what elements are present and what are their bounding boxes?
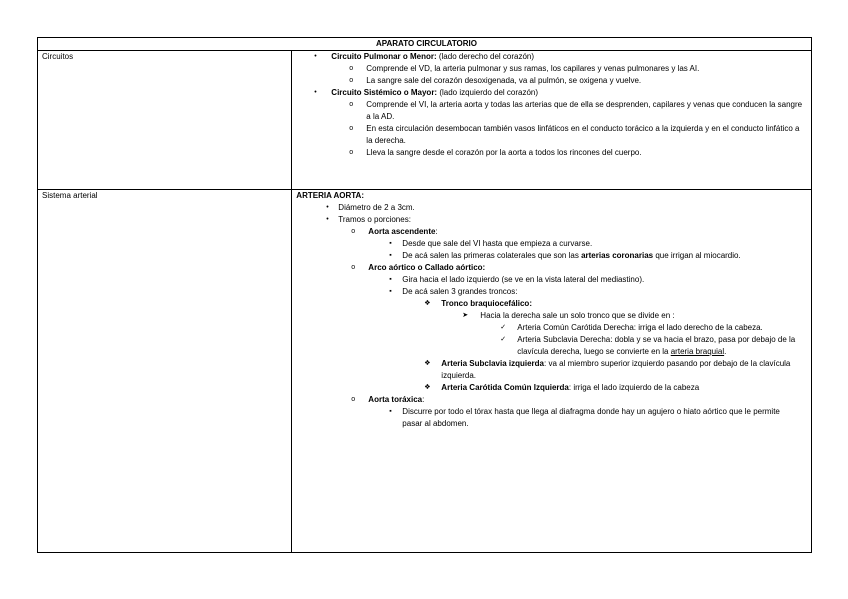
list-item-carotida-izquierda (296, 382, 805, 394)
diamond-bullet-icon: ❖ (424, 360, 431, 367)
heading-sistemico-rest: (lado izquierdo del corazón) (437, 88, 539, 97)
row-content-arterial (292, 190, 812, 553)
document-title: APARATO CIRCULATORIO (38, 38, 812, 51)
list-item-text: . (724, 347, 727, 356)
bullet-icon: • (326, 216, 329, 223)
square-bullet-icon: ▪ (389, 240, 392, 247)
list-item-sistemico (296, 87, 805, 99)
list-item-text: Comprende el VD, la arteria pulmonar y sus ramas, los capilares y venas pulmonares y las AI. (366, 64, 700, 73)
list-item-text: Arteria Subclavia Derecha: dobla y se va hacia el brazo, pasa por debajo de la clavícula derecha, luego se convierte en la (517, 335, 796, 356)
heading-rest: : (435, 227, 438, 236)
list-item (296, 310, 805, 322)
row-label-arterial: Sistema arterial (38, 190, 292, 553)
list-item-subclavia-izquierda (296, 358, 805, 382)
heading-carotida-izquierda: Arteria Carótida Común Izquierda (441, 383, 569, 392)
list-item-text: De acá salen 3 grandes troncos: (402, 287, 518, 296)
list-item (296, 75, 805, 87)
heading-aorta-ascendente: Aorta ascendente (368, 227, 436, 236)
circle-bullet-icon: o (351, 228, 356, 235)
square-bullet-icon: ▪ (389, 252, 392, 259)
circle-bullet-icon: o (351, 264, 356, 271)
circle-bullet-icon: o (349, 101, 354, 108)
square-bullet-icon: ▪ (389, 288, 392, 295)
list-item-text: Diámetro de 2 a 3cm. (338, 203, 415, 212)
list-item (296, 286, 805, 298)
list-item-text: : irriga el lado izquierdo de la cabeza (568, 383, 700, 392)
list-item-tronco-braquiocefalico (296, 298, 805, 310)
circle-bullet-icon: o (351, 396, 356, 403)
circle-bullet-icon: o (349, 65, 354, 72)
arteria-braquial-link[interactable]: arteria braquial (670, 347, 725, 356)
bullet-icon: • (326, 204, 329, 211)
title-row (38, 38, 812, 51)
heading-subclavia-izquierda: Arteria Subclavia izquierda (441, 359, 544, 368)
row-content-circuitos (292, 51, 812, 190)
list-item-text: La sangre sale del corazón desoxigenada, va al pulmón, se oxigena y vuelve. (366, 76, 642, 85)
list-item-text: Gira hacia el lado izquierdo (se ve en la vista lateral del mediastino). (402, 275, 645, 284)
list-item-text: : va al miembro superior izquierdo pasando por debajo de la clavícula izquierda. (441, 359, 791, 380)
list-item (296, 334, 805, 358)
arrow-bullet-icon: ➤ (462, 312, 469, 319)
heading-arteria-aorta: ARTERIA AORTA: (296, 191, 364, 200)
square-bullet-icon: ▪ (389, 408, 392, 415)
diamond-bullet-icon: ❖ (424, 300, 431, 307)
list-item-text: Hacia la derecha sale un solo tronco que se divide en : (480, 311, 675, 320)
bullet-icon: • (314, 53, 317, 60)
list-item-pulmonar (296, 51, 805, 63)
list-item-aorta-toraxica (296, 394, 805, 406)
list-item (296, 250, 805, 262)
list-item-aorta-ascendente (296, 226, 805, 238)
list-item (296, 238, 805, 250)
list-item-text: Lleva la sangre desde el corazón por la aorta a todos los rincones del cuerpo. (366, 148, 642, 157)
list-item-arco-aortico (296, 262, 805, 274)
circle-bullet-icon: o (349, 125, 354, 132)
heading-pulmonar-rest: (lado derecho del corazón) (436, 52, 535, 61)
circle-bullet-icon: o (349, 149, 354, 156)
list-item (296, 406, 805, 430)
heading-rest: : (422, 395, 425, 404)
list-item-text: Desde que sale del VI hasta que empieza a curvarse. (402, 239, 593, 248)
bullet-icon: • (314, 89, 317, 96)
list-item-text: De acá salen las primeras colaterales que son las (402, 251, 582, 260)
diamond-bullet-icon: ❖ (424, 384, 431, 391)
check-bullet-icon: ✓ (500, 324, 507, 331)
list-item (296, 63, 805, 75)
list-item-text: Tramos o porciones: (338, 215, 411, 224)
table-row-circuitos (38, 51, 812, 190)
document-page (37, 37, 812, 553)
list-item (296, 123, 805, 147)
list-item (296, 147, 805, 159)
list-item-text: Discurre por todo el tórax hasta que llega al diafragma donde hay un agujero o hiato aórtico que le permite pasar al abdomen. (402, 407, 780, 428)
row-label-circuitos: Circuitos (38, 51, 292, 190)
content-table (37, 37, 812, 553)
list-item-text: Comprende el VI, la arteria aorta y todas las arterias que de ella se desprenden, capilares y venas que conducen la sangre a la AD. (366, 100, 803, 121)
heading-arco-aortico: Arco aórtico o Callado aórtico: (368, 263, 486, 272)
heading-pulmonar: Circuito Pulmonar o Menor: (331, 52, 437, 61)
arterias-coronarias-text: arterias coronarias (581, 251, 654, 260)
list-item-text: En esta circulación desembocan también vasos linfáticos en el conducto torácico a la izquierda y en el conducto linfático a la derecha. (366, 124, 800, 145)
table-row-arterial (38, 190, 812, 553)
list-item-tramos (296, 214, 805, 226)
list-item-text: Arteria Común Carótida Derecha: irriga el lado derecho de la cabeza. (517, 323, 763, 332)
list-item (296, 99, 805, 123)
circle-bullet-icon: o (349, 77, 354, 84)
list-item-text: que irrigan al miocardio. (653, 251, 741, 260)
check-bullet-icon: ✓ (500, 336, 507, 343)
list-item-diametro (296, 202, 805, 214)
list-item (296, 274, 805, 286)
heading-sistemico: Circuito Sistémico o Mayor: (331, 88, 438, 97)
list-item (296, 322, 805, 334)
heading-aorta-toraxica: Aorta toráxica (368, 395, 423, 404)
square-bullet-icon: ▪ (389, 276, 392, 283)
heading-tronco-braquiocefalico: Tronco braquiocefálico: (441, 299, 532, 308)
